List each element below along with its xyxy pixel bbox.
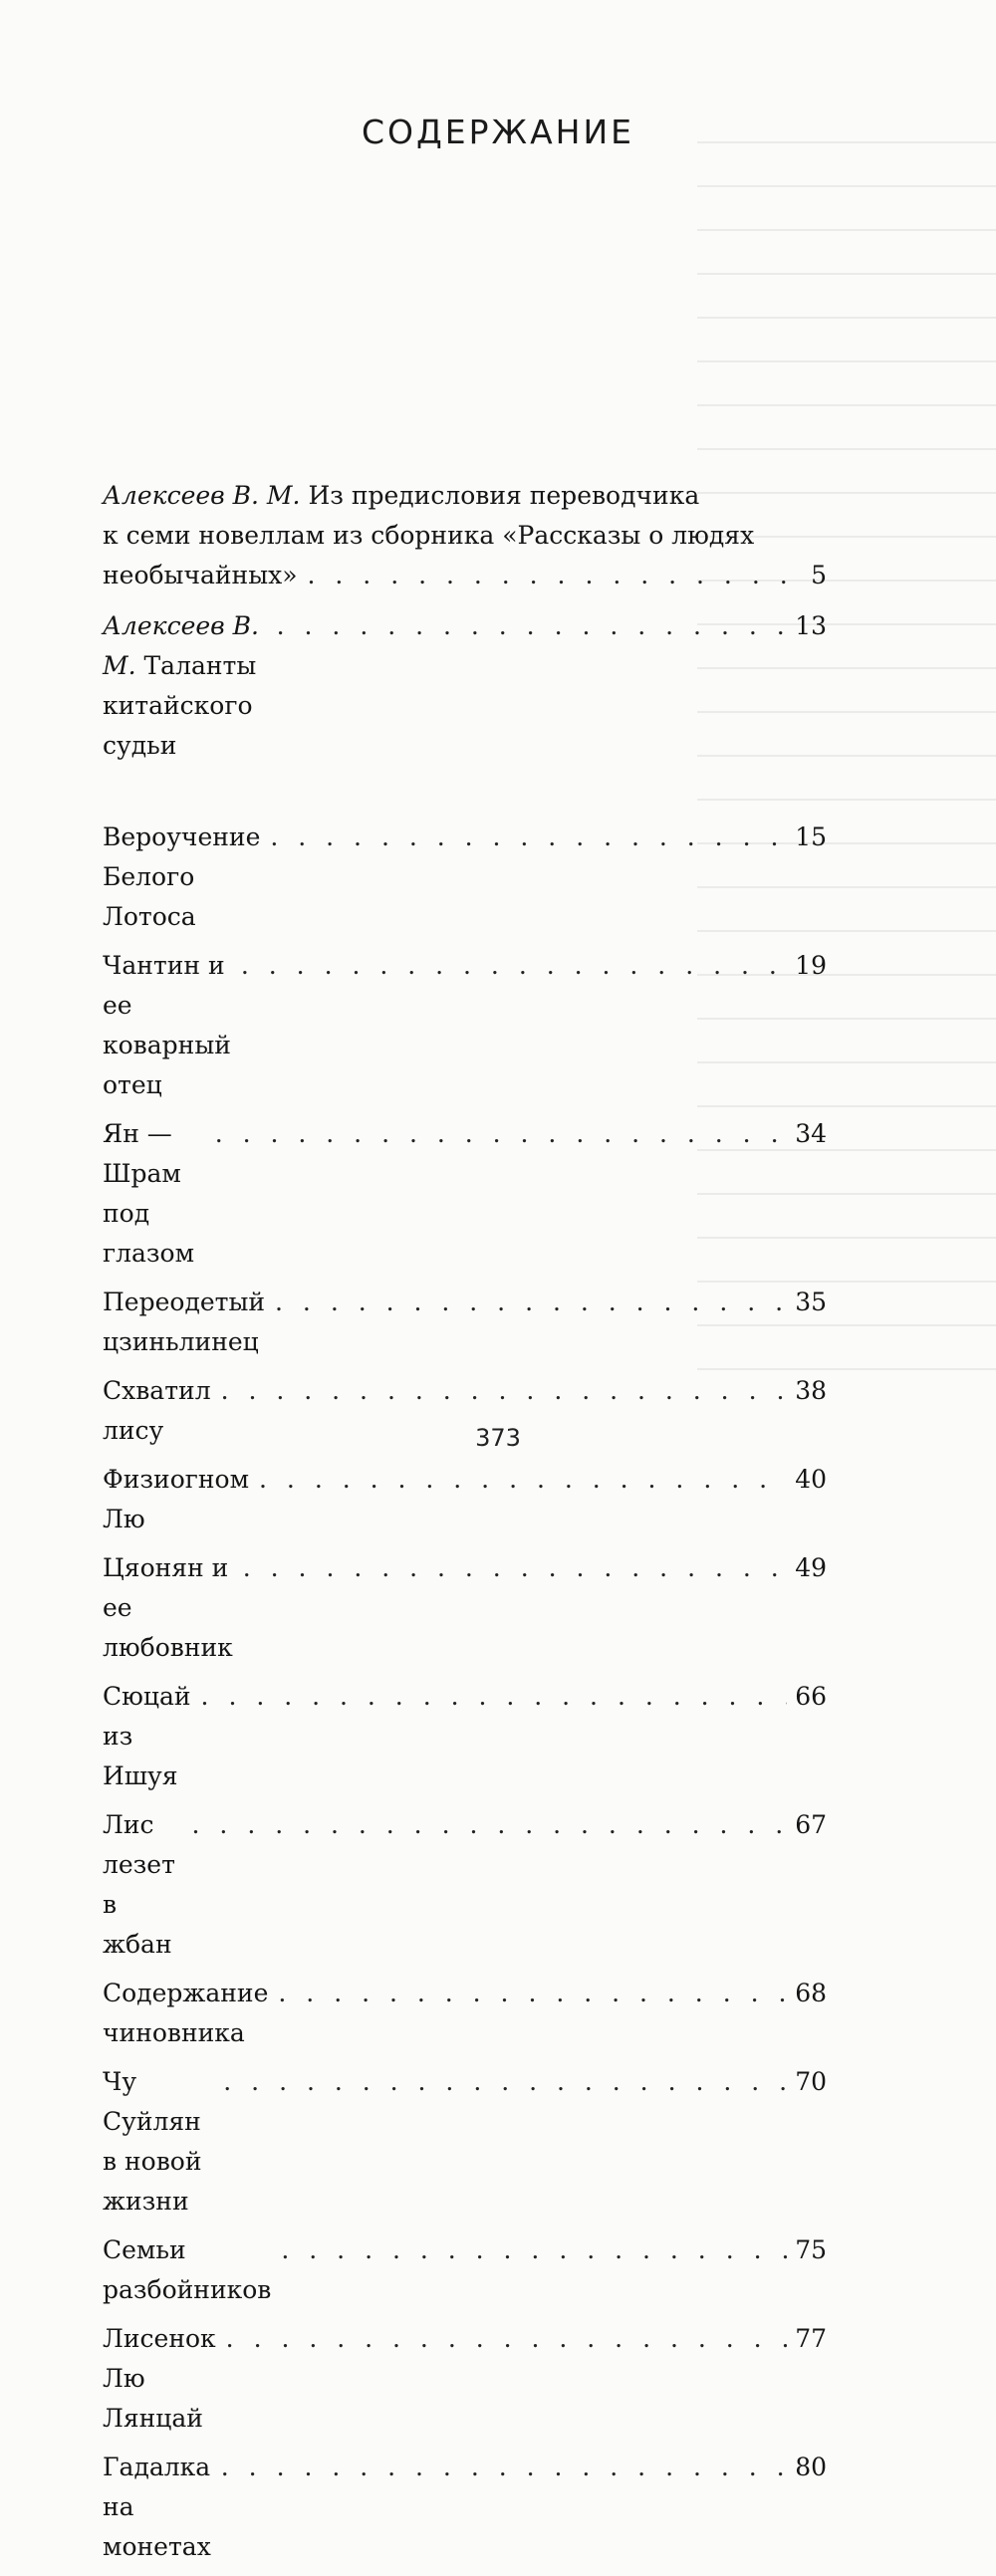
toc-entry [103,1283,827,1362]
toc-entry [103,1974,827,2053]
toc-entry-line: к семи новеллам из сборника «Рассказы о людях [103,521,755,550]
toc-entry [103,1805,827,1965]
toc-entry-page: 68 [795,1979,827,2007]
toc-entry-page: 66 [795,1682,827,1711]
toc-entry-title: Лисенок Лю Лянцай [103,2324,216,2433]
toc-entry-page: 77 [795,2324,827,2353]
toc-entry [103,2448,827,2567]
toc-entry-title: Переодетый цзиньлинец [103,1288,266,1356]
toc-entry-title: Семьи разбойников [103,2235,272,2304]
leader-dots [270,818,787,857]
toc-entry-page: 67 [795,1810,827,1839]
leader-dots [259,1460,787,1500]
leader-dots [226,2319,788,2359]
leader-dots [215,1114,787,1154]
toc-entry-page: 13 [795,611,827,640]
toc-entry-title: Гадалка на монетах [103,2453,211,2561]
leader-dots [221,2448,787,2487]
leader-dots [277,606,788,646]
toc-entry-title: Чу Суйлян в новой жизни [103,2067,202,2216]
toc-entry-title: Ян — Шрам под глазом [103,1119,195,1268]
toc-entry-page: 34 [795,1119,827,1148]
toc-entry-page: 38 [795,1376,827,1405]
leader-dots [221,1371,788,1411]
toc-entry-page: 35 [795,1288,827,1316]
toc-entry-title: Физиогном Лю [103,1465,250,1533]
toc-entry [103,818,827,937]
toc-entry-line [103,556,827,595]
toc-entry-author: Алексеев В. М. [103,611,259,680]
toc-entry-title: Чантин и ее коварный отец [103,951,231,1099]
page-number: 373 [475,1424,521,1452]
toc-entry-page: 49 [795,1553,827,1582]
toc-entry-title: Схватил лису [103,1376,211,1445]
toc-entry-title: необычайных» [103,561,298,589]
toc-entry [103,2062,827,2222]
toc-entry-title: Содержание чиновника [103,1979,269,2047]
toc-entry-line [103,606,827,766]
leader-dots [241,946,787,986]
leader-dots [308,556,793,595]
toc-entry-title: Таланты китайского судьи [103,651,257,760]
toc-entry-title: Из предисловия переводчика [308,481,700,510]
toc-entry-judge [103,606,827,766]
toc-entry-page: 40 [795,1465,827,1494]
toc-entry-page: 70 [795,2067,827,2096]
page-title: СОДЕРЖАНИЕ [361,113,635,151]
toc-entry [103,1548,827,1668]
leader-dots [192,1805,788,1845]
toc-entry [103,2319,827,2439]
leader-dots [275,1283,787,1322]
leader-dots [201,1677,788,1717]
toc-entry-title: Вероучение Белого Лотоса [103,822,261,931]
toc-entry [103,1677,827,1796]
toc-entry-title: Цяонян и ее любовник [103,1553,233,1662]
toc-entry-page: 75 [795,2235,827,2264]
toc-entry [103,946,827,1105]
toc-entry-preface [103,476,827,595]
toc-entry-page: 19 [795,951,827,980]
leader-dots [243,1548,787,1588]
toc-entry [103,1460,827,1539]
toc-entry-author: Алексеев В. М. [103,481,301,510]
toc-entry-line [103,476,827,516]
toc-entry [103,1114,827,1274]
toc-entry-page: 80 [795,2453,827,2481]
toc-entry [103,2230,827,2310]
leader-dots [223,2062,787,2102]
leader-dots [281,2230,787,2270]
toc-entry-title: Лис лезет в жбан [103,1810,175,1959]
toc-entry-page: 15 [795,822,827,851]
toc-entry-title: Сюцай из Ишуя [103,1682,191,1790]
toc-entry-page: 5 [811,561,827,589]
leader-dots [278,1974,787,2013]
